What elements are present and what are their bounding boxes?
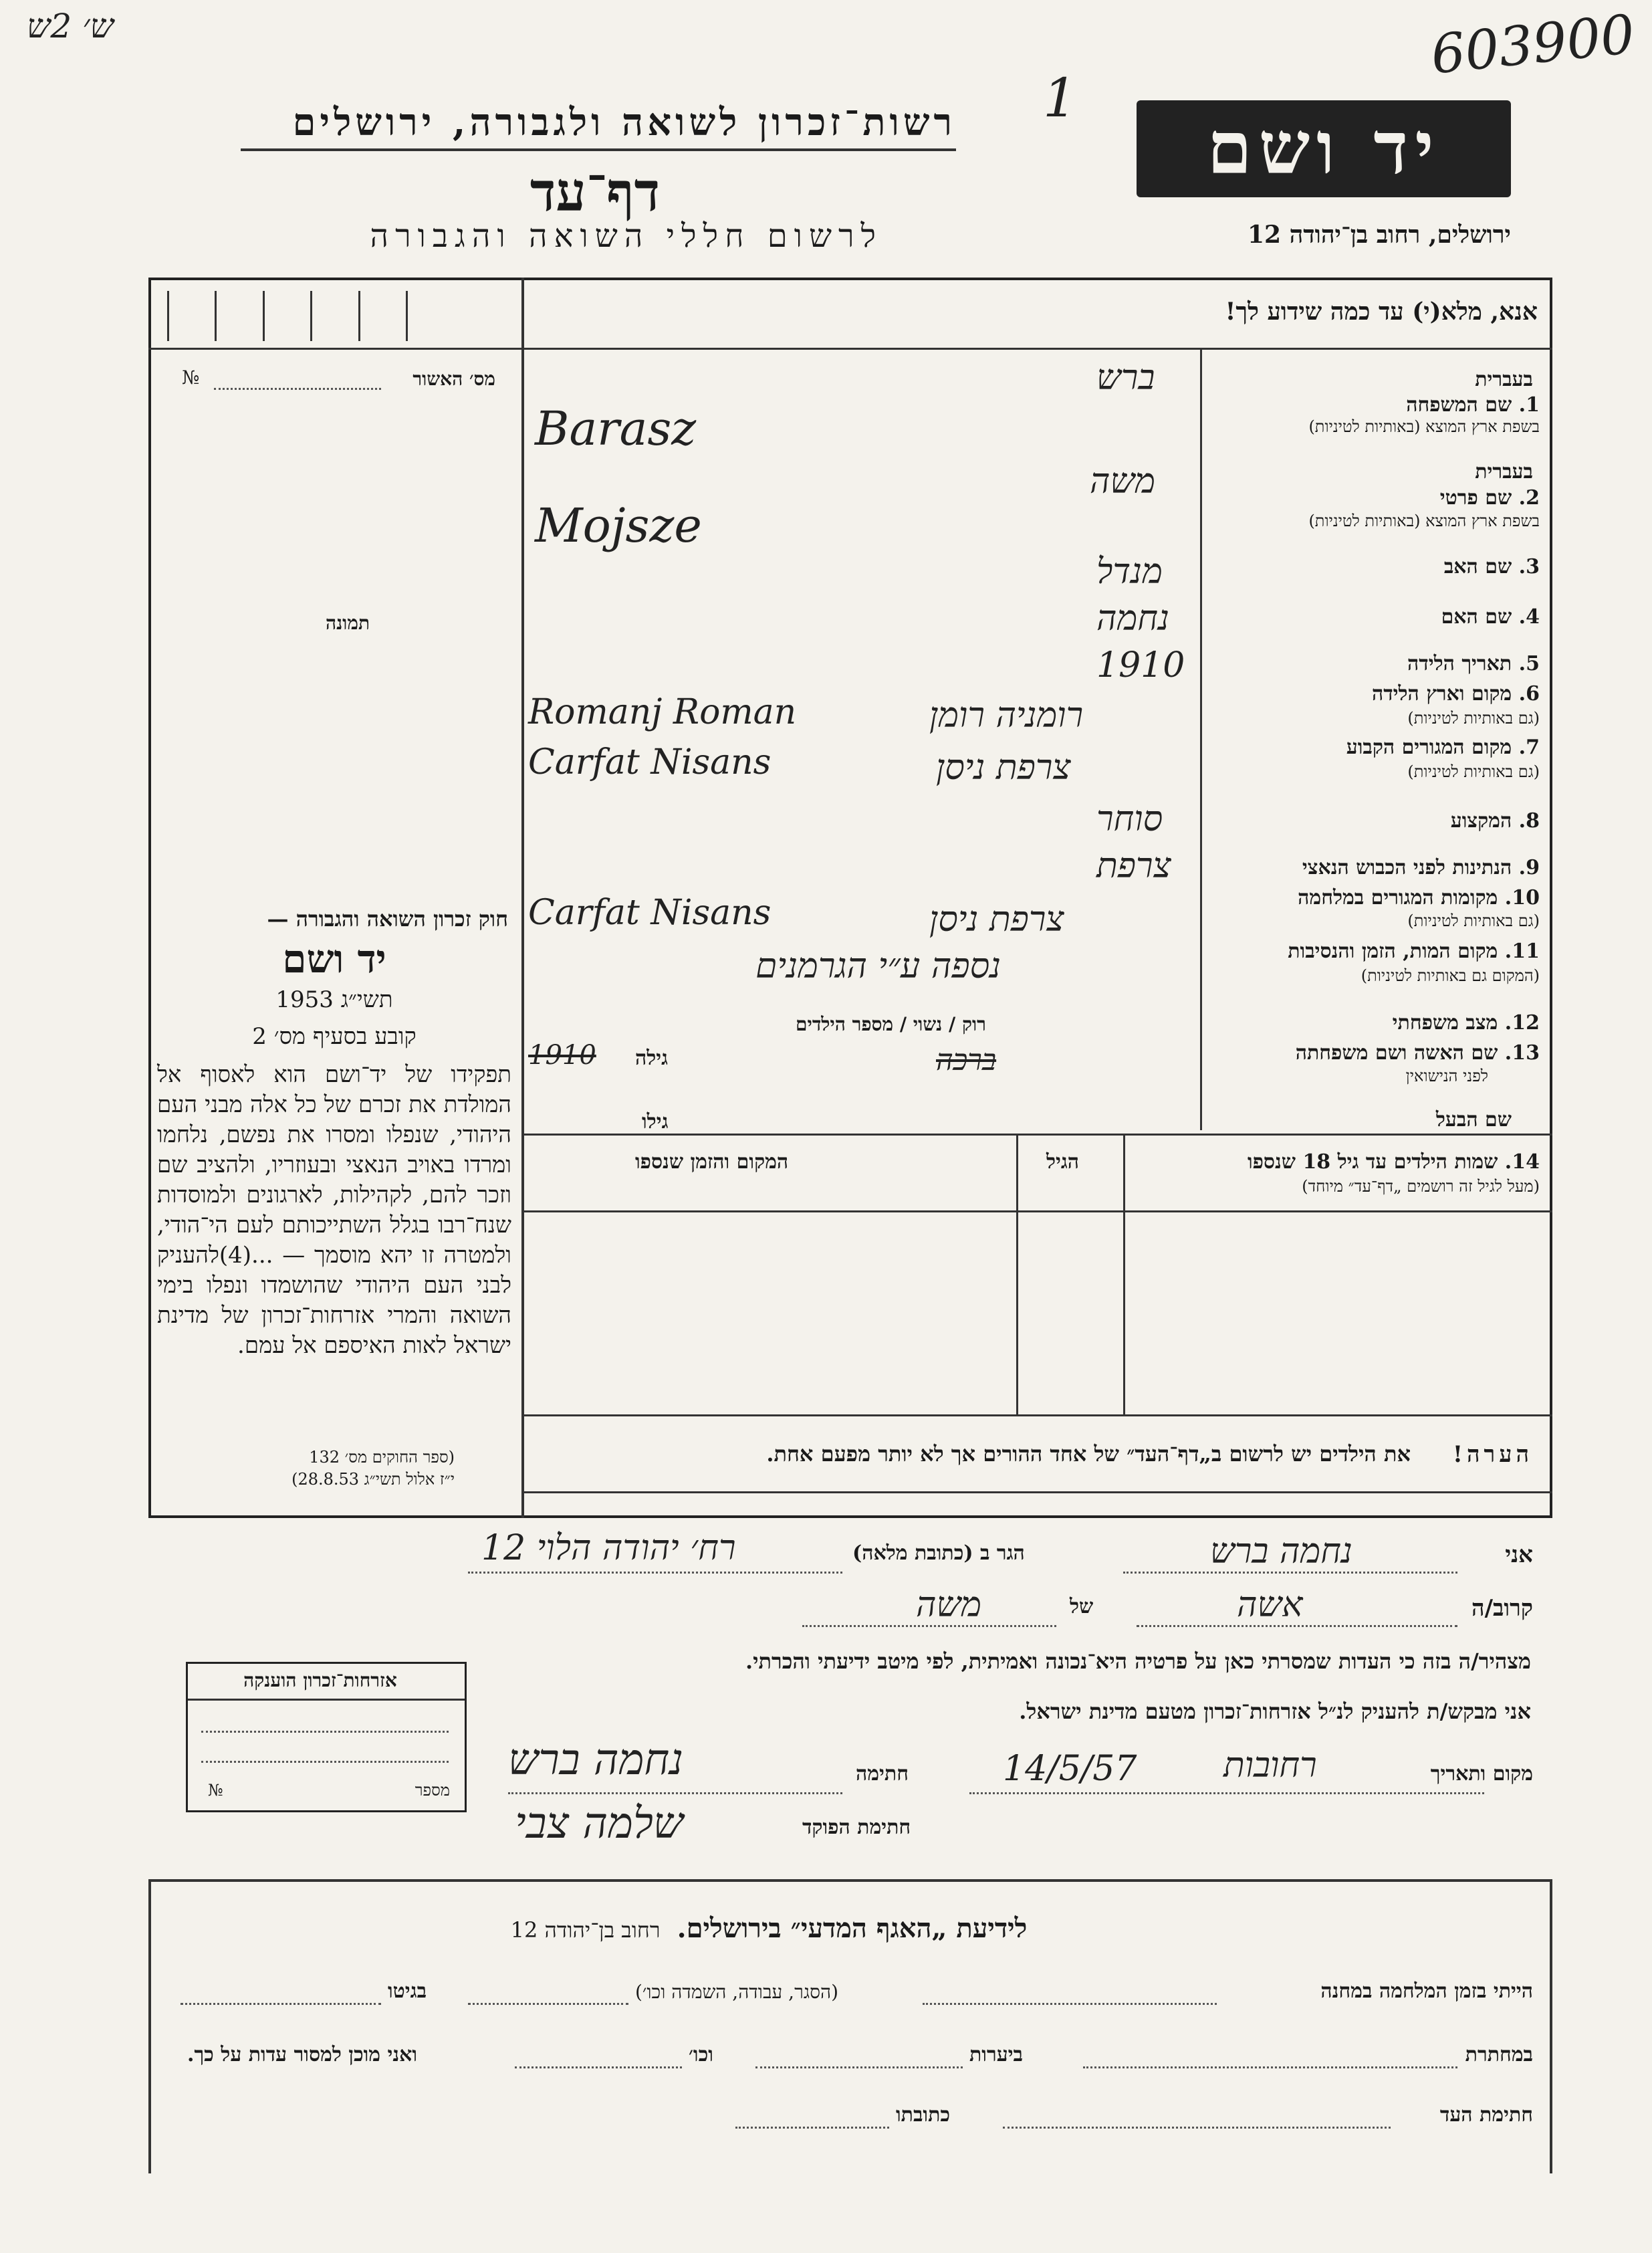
of-name-value[interactable]: משה [916,1585,982,1625]
field-13-label: 13. שם האשה ושם משפחתה [1295,1041,1540,1065]
law-title: חוק זכרון השואה והגבורה — [267,906,508,932]
place-date-line [969,1792,1484,1794]
footer-witness-address-field[interactable] [735,2127,889,2129]
footer-camp-field-2[interactable] [468,2003,628,2005]
place-date-label: מקום ותאריך [1430,1762,1533,1786]
field-4-value[interactable]: נחמה [1096,599,1169,639]
page-number: 1 [1043,67,1077,129]
law-clause: קובע בסעיף מס׳ 2 [252,1023,417,1050]
signature-label: חתימה [856,1762,909,1786]
field-11-value[interactable]: נספה ע״י הגרמנים [755,946,1001,986]
memorial-citizenship-box [186,1662,467,1812]
sidebar-divider [521,278,524,1518]
footer-left-rule [148,1879,151,2173]
field-1-label: 1. שם המשפחה [1406,393,1540,417]
field-7-latin-note: (גם באותיות לטיניות) [1407,762,1540,781]
husband-label: שם הבעל [1435,1108,1512,1132]
footer-address: רחוב בן־יהודה 12 [510,1917,661,1943]
field-5-value[interactable]: 1910 [1096,645,1185,685]
table-col-divider-1 [1016,1134,1018,1414]
of-name-line [802,1625,1056,1627]
law-text: תפקידו של יד־ושם הוא לאסוף אל המולדת את זכרם של כל אלה מבני העם היהודי, שנפלו ומסרו את נפשם, נלחמו ומרדו באויב הנאצי ובעוזריו, ולהציב שם וזכר להם, לקהילות, לארגונים ולמוסדות שנח־רבו בגלל השתייכותם לעם הי־הודי, ולמטרה זו יהא מוסמך — ...(4)להעניק לבני העם היהודי שהושמדו ונפלו בימי השואה והמרי אזרחות־זכרון של מדינת ישראל לאות האיספם אל עמם. [157,1061,511,1359]
form-intro: אנא, מלא(י) עד כמה שידוע לך! [1225,298,1538,326]
footer-etc-label: וכו׳ [689,2043,713,2066]
footer-witness-address-label: כתובתו [896,2103,951,2127]
officer-signature-value[interactable]: שלמה צבי [515,1799,684,1848]
field-9-label: 9. הנתינות לפני הכבוש הנאצי [1302,856,1540,879]
memorial-box-no-sign: № [208,1781,223,1800]
field-14-sub-note: (מעל לגיל זה רושמים „דף־עד״ מיוחד) [1302,1177,1540,1196]
field-13-age-value[interactable]: 1910 [528,1040,596,1071]
field-2-value-latin[interactable]: Mojsze [535,498,702,553]
field-1-hebrew-label: בעברית [1475,368,1533,391]
footer-etc-field[interactable] [515,2066,682,2068]
note-divider-bottom [521,1491,1552,1493]
field-2-label: 2. שם פרטי [1439,486,1540,510]
declarant-name[interactable]: נחמה ברש [1210,1531,1352,1572]
footer-camp-label: הייתי בזמן המלחמה במחנה [1320,1979,1533,2003]
of-label: של [1070,1595,1094,1618]
law-reference-2: י״ז אלול תשי״ג 28.8.53) [291,1470,455,1489]
signature-value[interactable]: נחמה ברש [508,1735,684,1785]
photo-label: תמונה [325,612,370,634]
field-6-latin-note: (גם באותיות לטיניות) [1407,709,1540,728]
form-title: דף־עד [529,160,661,223]
footer-forests-field[interactable] [755,2066,963,2068]
field-8-value[interactable]: סוחר [1096,799,1163,839]
officer-signature-label: חתימת הפוקד [802,1816,911,1839]
field-10-latin-note: (גם באותיות לטיניות) [1407,911,1540,930]
footer-ghetto-label: בגיטו [388,1979,427,2003]
footer-forests-label: ביערות [969,2043,1024,2066]
table-header-divider [521,1210,1552,1212]
field-10-value-latin[interactable]: Carfat Nisans [528,893,772,933]
signature-line [508,1792,842,1794]
footer-top-rule [148,1879,1552,1882]
field-7-label: 7. מקום המגורים הקבוע [1346,736,1540,759]
logo-text: יד ושם [1207,106,1441,191]
field-13-value[interactable]: ברכה [936,1043,997,1077]
note-label: הערה! [1453,1441,1533,1468]
field-12-options: רוק / נשוי / מספר הילדים [796,1013,986,1035]
declaration-request: אני מבקש/ת להעניק לנ״ל אזרחות־זכרון מטעם מדינת ישראל. [1019,1699,1531,1724]
field-6-value-latin[interactable]: Romanj Roman [528,692,797,732]
relative-label: קרוב/ה [1471,1595,1533,1622]
law-reference-1: (ספר החוקים מס׳ 132 [309,1448,455,1467]
declaration-statement: מצהיר/ה בזה כי העדות שמסרתי כאן על פרטיה היא־נכונה ואמיתית, לפי מיטב ידיעתי והכרתי. [745,1648,1531,1674]
field-10-value-hebrew[interactable]: צרפת ניסן [929,899,1064,940]
field-11-sub-note: (המקום גם באותיות לטיניות) [1361,966,1540,985]
field-7-value-hebrew[interactable]: צרפת ניסן [936,748,1071,788]
footer-title-row [267,1913,1270,1944]
form-intro-divider [521,348,1552,350]
approval-no-sign: № [182,366,200,389]
relation-line [1137,1625,1457,1627]
table-col-divider-2 [1123,1134,1125,1414]
memorial-box-line-1 [201,1731,449,1733]
header-address: ירושלים, רחוב בן־יהודה 12 [1247,221,1511,249]
children-age-column: הגיל [1046,1150,1080,1174]
resides-label: הגר ב (כתובת מלאה) [852,1541,1025,1565]
memorial-box-line-2 [201,1761,449,1763]
field-2-value-hebrew[interactable]: משה [1090,461,1156,502]
field-1-value-hebrew[interactable]: ברש [1096,358,1155,398]
field-1-latin-note: בשפת ארץ המוצא (באותיות לטיניות) [1308,417,1540,436]
approval-number-field[interactable] [214,388,381,390]
field-10-label: 10. מקומות המגורים במלחמה [1298,886,1540,909]
archive-stamp-top-left: ש׳ 2ש [27,7,114,45]
field-3-value[interactable]: מנדל [1096,552,1163,592]
form-subtitle: לרשום חללי השואה והגבורה [370,217,882,255]
footer-camp-types: (הסגר, עבודה, השמדה וכו׳) [635,1981,839,2003]
field-2-hebrew-label: בעברית [1475,460,1533,484]
declarant-address-line [468,1572,842,1574]
field-9-value[interactable]: צרפת [1096,846,1171,886]
field-8-label: 8. המקצוע [1450,809,1540,833]
place-value[interactable]: רחובות [1223,1745,1317,1786]
field-1-value-latin[interactable]: Barasz [535,401,697,456]
husband-age-label: גילו [642,1110,669,1134]
footer-ghetto-field[interactable] [181,2003,381,2005]
law-name: יד ושם [282,936,386,982]
approval-row-line [148,348,521,350]
field-12-label: 12. מצב משפחתי [1392,1011,1540,1035]
field-13-age-label: גילה [635,1047,669,1070]
authority-underline [241,148,956,151]
yad-vashem-logo [1137,100,1511,197]
memorial-box-title-line [188,1699,465,1701]
section-divider-14 [521,1134,1552,1136]
field-4-label: 4. שם האם [1441,605,1540,629]
field-2-latin-note: בשפת ארץ המוצא (באותיות לטיניות) [1308,512,1540,530]
label-column-divider [1200,348,1202,1130]
note-divider-top [521,1414,1552,1416]
memorial-box-title: אזרחות־זכרון הוענקה [243,1669,397,1691]
footer-witness-signature-field[interactable] [1003,2127,1391,2129]
footer-right-rule [1550,1879,1552,2173]
footer-camp-field[interactable] [923,2003,1217,2005]
field-7-value-latin[interactable]: Carfat Nisans [528,742,772,782]
approval-number-label: מס׳ האשור [412,368,495,390]
field-3-label: 3. שם האב [1443,555,1540,578]
footer-underground-field[interactable] [1083,2066,1457,2068]
field-13-sub-note: לפני הנישואין [1405,1067,1488,1085]
children-place-column: המקום והזמן שנספו [635,1150,789,1174]
field-6-label: 6. מקום וארץ הלידה [1371,682,1540,706]
footer-title: לידיעת „האגף המדעי״ בירושלים. [677,1913,1028,1944]
field-14-label: 14. שמות הילדים עד גיל 18 שנספו [1247,1150,1540,1174]
field-11-label: 11. מקום המות, הזמן והנסיבות [1288,940,1540,963]
footer-willing-label: ואני מוכן למסור עדות על כך. [187,2043,418,2066]
field-5-label: 5. תאריך הלידה [1407,652,1540,675]
approval-number-boxes [167,291,408,341]
archive-number-stamp: 603900 [1427,3,1638,86]
declaration-i: אני [1505,1541,1533,1568]
footer-underground-label: במחתרת [1465,2043,1533,2066]
relation-value[interactable]: אשה [1237,1585,1303,1625]
authority-name: רשות־זכרון לשואה ולגבורה, ירושלים [292,100,956,144]
field-6-value-hebrew[interactable]: רומניה רומן [929,695,1084,736]
footer-witness-signature-label: חתימת העד [1439,2103,1533,2127]
note-text: את הילדים יש לרשום ב„דף־העד״ של אחד ההורים אך לא יותר מפעם אחת. [766,1441,1411,1467]
memorial-box-number: מספר [415,1781,450,1800]
date-value[interactable]: 14/5/57 [1003,1749,1137,1789]
declarant-address[interactable]: רח׳ יהודה הלוי 12 [481,1528,736,1568]
law-year: תשי״ג 1953 [275,986,393,1013]
declarant-name-line [1123,1572,1457,1574]
